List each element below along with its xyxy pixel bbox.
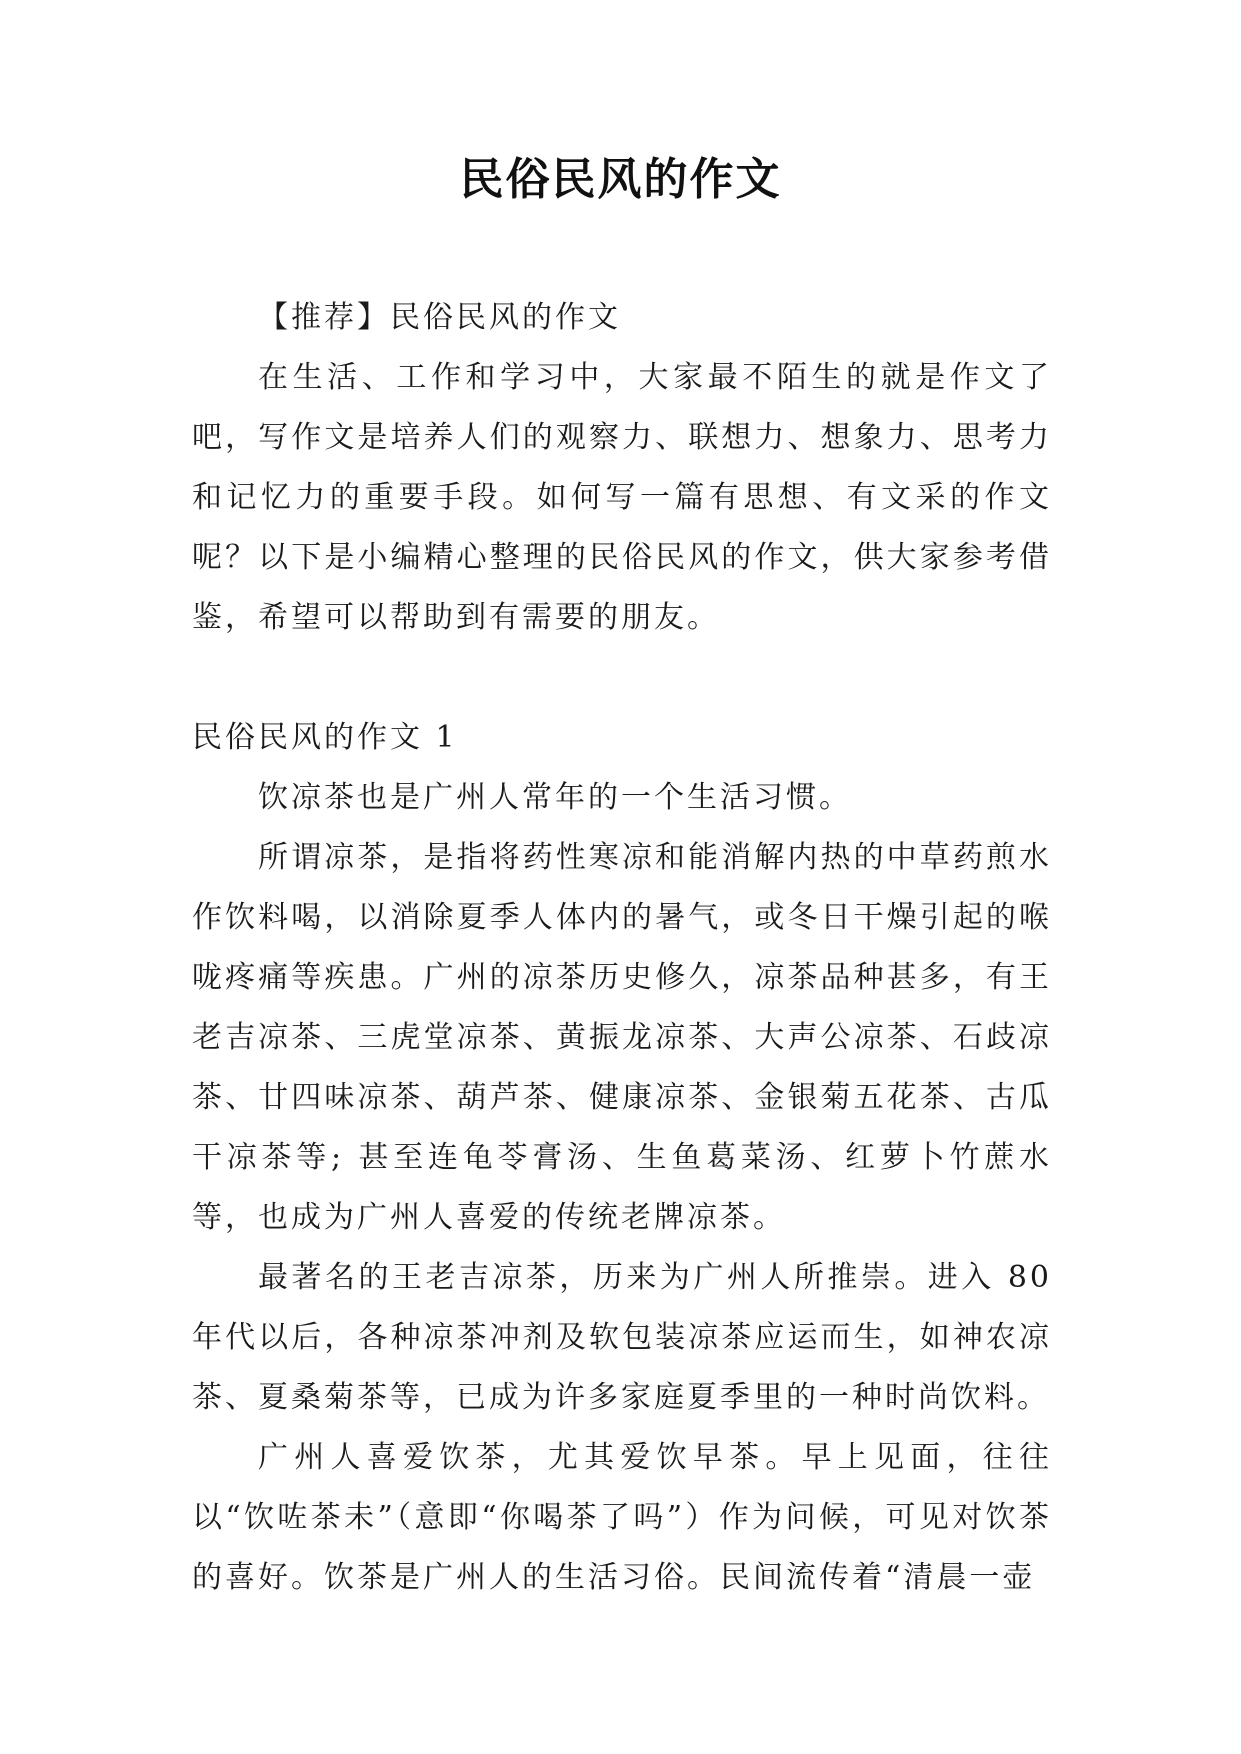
- body-paragraph: 所谓凉茶，是指将药性寒凉和能消解内热的中草药煎水作饮料喝，以消除夏季人体内的暑气，或冬日干燥引起的喉咙疼痛等疾患。广州的凉茶历史修久，凉茶品种甚多，有王老吉凉茶、三虎堂凉茶、黄振龙凉茶、大声公凉茶、石歧凉茶、廿四味凉茶、葫芦茶、健康凉茶、金银菊五花茶、古瓜干凉茶等; 甚至连龟苓膏汤、生鱼葛菜汤、红萝卜竹蔗水等，也成为广州人喜爱的传统老牌凉茶。: [192, 840, 1052, 1235]
- section-gap: [192, 648, 1052, 708]
- recommend-line: 【推荐】民俗民风的作文: [258, 300, 621, 335]
- intro-paragraph: 在生活、工作和学习中，大家最不陌生的就是作文了吧，写作文是培养人们的观察力、联想力、想象力、思考力和记忆力的重要手段。如何写一篇有思想、有文采的作文呢？以下是小编精心整理的民俗民风的作文，供大家参考借鉴，希望可以帮助到有需要的朋友。: [192, 360, 1052, 635]
- section-heading: 民俗民风的作文 1: [192, 720, 458, 755]
- body-paragraph: 广州人喜爱饮茶，尤其爱饮早茶。早上见面，往往以“饮咗茶未”（意即“你喝茶了吗”）作为问候，可见对饮茶的喜好。饮茶是广州人的生活习俗。民间流传着“清晨一壶: [192, 1440, 1052, 1595]
- body-paragraph: 最著名的王老吉凉茶，历来为广州人所推崇。进入 80 年代以后，各种凉茶冲剂及软包装凉茶应运而生，如神农凉茶、夏桑菊茶等，已成为许多家庭夏季里的一种时尚饮料。: [192, 1260, 1052, 1415]
- document-body: [192, 288, 1052, 1608]
- body-paragraph: 饮凉茶也是广州人常年的一个生活习惯。: [258, 780, 852, 815]
- page-title: 民俗民风的作文: [459, 154, 782, 205]
